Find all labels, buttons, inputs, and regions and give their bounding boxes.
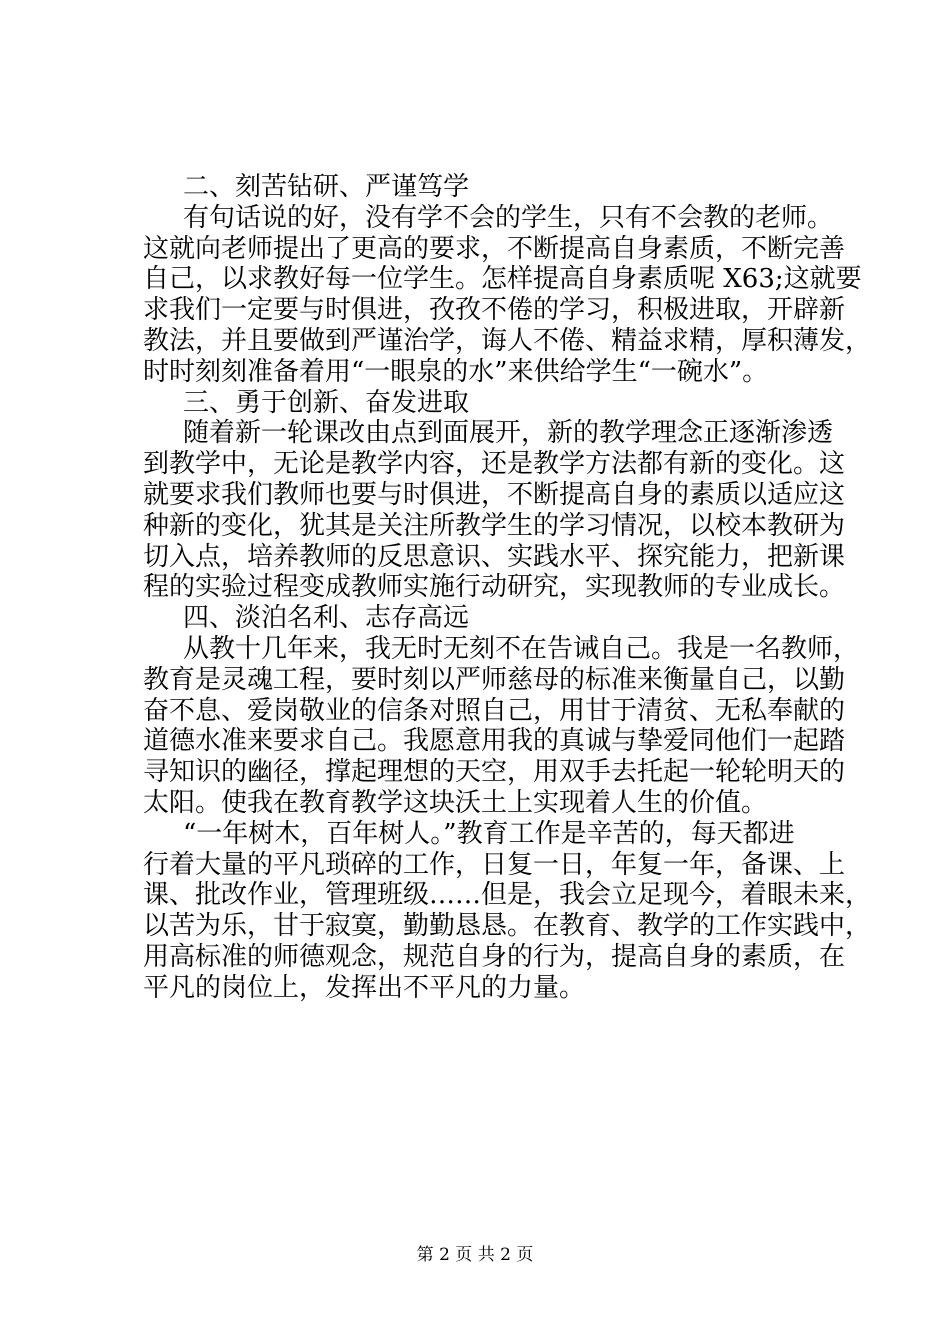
paragraph-line: 奋不息、爱岗敬业的信条对照自己，用甘于清贫、无私奉献的 [143,695,846,726]
paragraph-line: 行着大量的平凡琐碎的工作，日复一日，年复一年，备课、上 [143,849,846,880]
paragraph-line: 教法，并且要做到严谨治学，诲人不倦、精益求精，厚积薄发， [143,325,872,356]
paragraph-line: 随着新一轮课改由点到面展开，新的教学理念正逐渐渗透 [183,418,834,449]
paragraph-line: 道德水准来要求自己。我愿意用我的真诚与挚爱同他们一起踏 [143,726,846,757]
section-heading-3: 三、勇于创新、奋发进取 [183,387,470,418]
paragraph-line: 自己，以求教好每一位学生。怎样提高自身素质呢 X63;这就要 [143,264,862,295]
paragraph-line: 课、批改作业，管理班级……但是，我会立足现今，着眼未来， [143,880,872,911]
paragraph-line: 从教十几年来，我无时无刻不在告诫自己。我是一名教师， [183,633,860,664]
paragraph-line: 寻知识的幽径，撑起理想的天空，用双手去托起一轮轮明天的 [143,757,846,788]
page-number-footer: 第 2 页 共 2 页 [416,1245,534,1265]
paragraph-line: 以苦为乐，甘于寂寞，勤勤恳恳。在教育、教学的工作实践中， [143,911,872,942]
paragraph-line: “一年树木，百年树人。”教育工作是辛苦的，每天都进 [183,818,795,849]
section-heading-4: 四、淡泊名利、志存高远 [183,603,470,634]
document-body [143,172,872,1004]
paragraph-line: 有句话说的好，没有学不会的学生，只有不会教的老师。 [183,202,834,233]
paragraph-line: 程的实验过程变成教师实施行动研究，实现教师的专业成长。 [143,572,846,603]
paragraph-line: 切入点，培养教师的反思意识、实践水平、探究能力，把新课 [143,541,846,572]
paragraph-line: 这就向老师提出了更高的要求，不断提高自身素质，不断完善 [143,233,846,264]
paragraph-line: 时时刻刻准备着用“一眼泉的水”来供给学生“一碗水”。 [143,356,769,387]
paragraph-line: 教育是灵魂工程，要时刻以严师慈母的标准来衡量自己，以勤 [143,664,846,695]
paragraph-line: 到教学中，无论是教学内容，还是教学方法都有新的变化。这 [143,449,846,480]
paragraph-line: 平凡的岗位上，发挥出不平凡的力量。 [143,972,586,1003]
section-heading-2: 二、刻苦钻研、严谨笃学 [183,172,470,202]
paragraph-line: 种新的变化，犹其是关注所教学生的学习情况，以校本教研为 [143,510,846,541]
paragraph-line: 就要求我们教师也要与时俱进，不断提高自身的素质以适应这 [143,479,846,510]
paragraph-line: 求我们一定要与时俱进，孜孜不倦的学习，积极进取，开辟新 [143,295,846,326]
paragraph-line: 用高标准的师德观念，规范自身的行为，提高自身的素质，在 [143,941,846,972]
paragraph-line: 太阳。使我在教育教学这块沃土上实现着人生的价值。 [143,787,768,818]
